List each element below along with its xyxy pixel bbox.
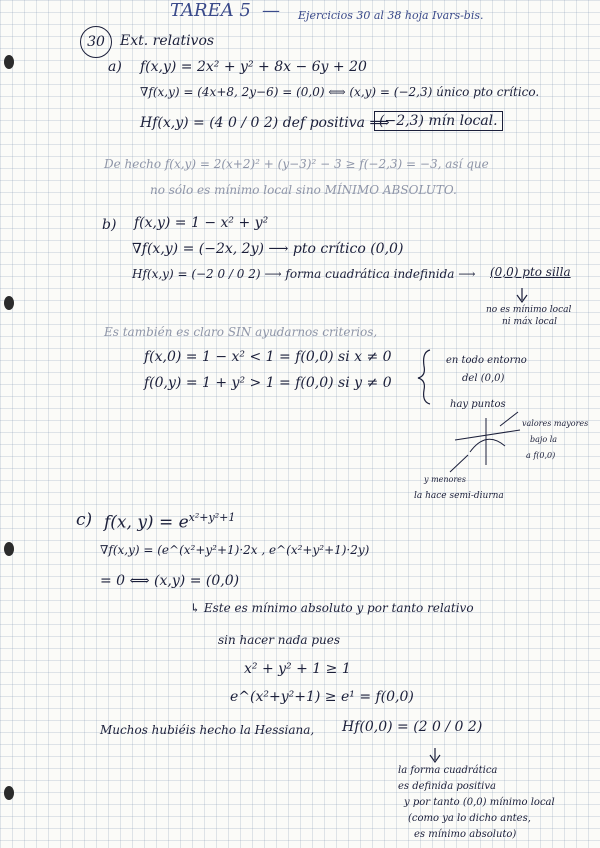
part-b-brace-note-line3: hay puntos bbox=[450, 399, 506, 410]
part-c-final-note-line3: y por tanto (0,0) mínimo local bbox=[404, 797, 555, 808]
part-b-arrow-note-line1: no es mínimo local bbox=[486, 305, 572, 315]
saddle-sketch-label-3: a f(0,0) bbox=[526, 451, 556, 460]
saddle-sketch-label-2: bajo la bbox=[530, 435, 558, 444]
saddle-sketch-label-1: valores mayores bbox=[522, 419, 589, 428]
part-a-hessian: Hf(x,y) = (4 0 / 0 2) def positiva ⟹ bbox=[140, 115, 390, 131]
part-c-inequality-2: e^(x²+y²+1) ≥ e¹ = f(0,0) bbox=[230, 689, 414, 705]
part-b-brace-note-line1: en todo entorno bbox=[446, 355, 527, 366]
part-a-function: f(x,y) = 2x² + y² + 8x − 6y + 20 bbox=[140, 59, 367, 75]
part-b-brace-note-line2: del (0,0) bbox=[462, 373, 505, 384]
part-c-label: c) bbox=[76, 510, 93, 530]
part-b-inequality-1: f(x,0) = 1 − x² < 1 = f(0,0) si x ≠ 0 bbox=[144, 349, 392, 365]
part-c-final-note-line4: (como ya lo dicho antes, bbox=[408, 813, 531, 824]
problem-number: 30 bbox=[80, 26, 112, 58]
page-subtitle: Ejercicios 30 al 38 hoja Ivars-bis. bbox=[298, 9, 484, 22]
part-b-note-heading: Es también es claro SIN ayudarnos criterios, bbox=[104, 325, 378, 339]
part-a-gradient: ∇f(x,y) = (4x+8, 2y−6) = (0,0) ⟺ (x,y) = (−2,3) único pto crítico. bbox=[140, 85, 540, 99]
part-b-arrow-note-line2: ni máx local bbox=[502, 317, 557, 327]
part-b-result: (0,0) pto silla bbox=[490, 265, 571, 279]
part-b-gradient: ∇f(x,y) = (−2x, 2y) ⟶ pto crítico (0,0) bbox=[132, 241, 404, 257]
part-c-hessian-intro: Muchos hubiéis hecho la Hessiana, bbox=[100, 723, 315, 737]
part-c-final-note-line2: es definida positiva bbox=[398, 781, 496, 792]
part-b-hessian: Hf(x,y) = (−2 0 / 0 2) ⟶ forma cuadrática indefinida ⟶ bbox=[132, 267, 476, 281]
part-c-hessian: Hf(0,0) = (2 0 / 0 2) bbox=[342, 719, 483, 735]
saddle-sketch-label-4: y menores bbox=[424, 475, 467, 484]
part-c-arrow-note-line1: ↳ Este es mínimo absoluto y por tanto relativo bbox=[190, 601, 474, 615]
part-a-note-line1: De hecho f(x,y) = 2(x+2)² + (y−3)² − 3 ≥ f(−2,3) = −3, así que bbox=[104, 157, 489, 171]
part-b-inequality-2: f(0,y) = 1 + y² > 1 = f(0,0) si y ≠ 0 bbox=[144, 375, 392, 391]
part-c-inequality-1: x² + y² + 1 ≥ 1 bbox=[244, 661, 351, 677]
part-a-result: (−2,3) mín local. bbox=[374, 114, 503, 128]
saddle-sketch-label-5: la hace semi-diurna bbox=[414, 491, 504, 501]
part-c-final-note-line1: la forma cuadrática bbox=[398, 765, 498, 776]
problem-heading: Ext. relativos bbox=[120, 33, 215, 49]
page-title: TAREA 5 bbox=[170, 0, 251, 21]
part-b-label: b) bbox=[102, 217, 117, 233]
part-c-arrow-note-line2: sin hacer nada pues bbox=[218, 633, 340, 647]
part-c-gradient: ∇f(x,y) = (e^(x²+y²+1)·2x , e^(x²+y²+1)·2y) bbox=[100, 543, 370, 557]
part-a-note-line2: no sólo es mínimo local sino MÍNIMO ABSOLUTO. bbox=[150, 183, 457, 197]
part-a-label: a) bbox=[108, 59, 122, 75]
part-b-function: f(x,y) = 1 − x² + y² bbox=[134, 215, 269, 231]
part-c-final-note-line5: es mínimo absoluto) bbox=[414, 829, 517, 840]
part-c-function: f(x, $y) = e^{x^2+y^2+1}$ bbox=[104, 511, 236, 533]
part-c-critical: = 0 ⟺ (x,y) = (0,0) bbox=[100, 573, 240, 589]
title-dash: — bbox=[262, 0, 280, 21]
